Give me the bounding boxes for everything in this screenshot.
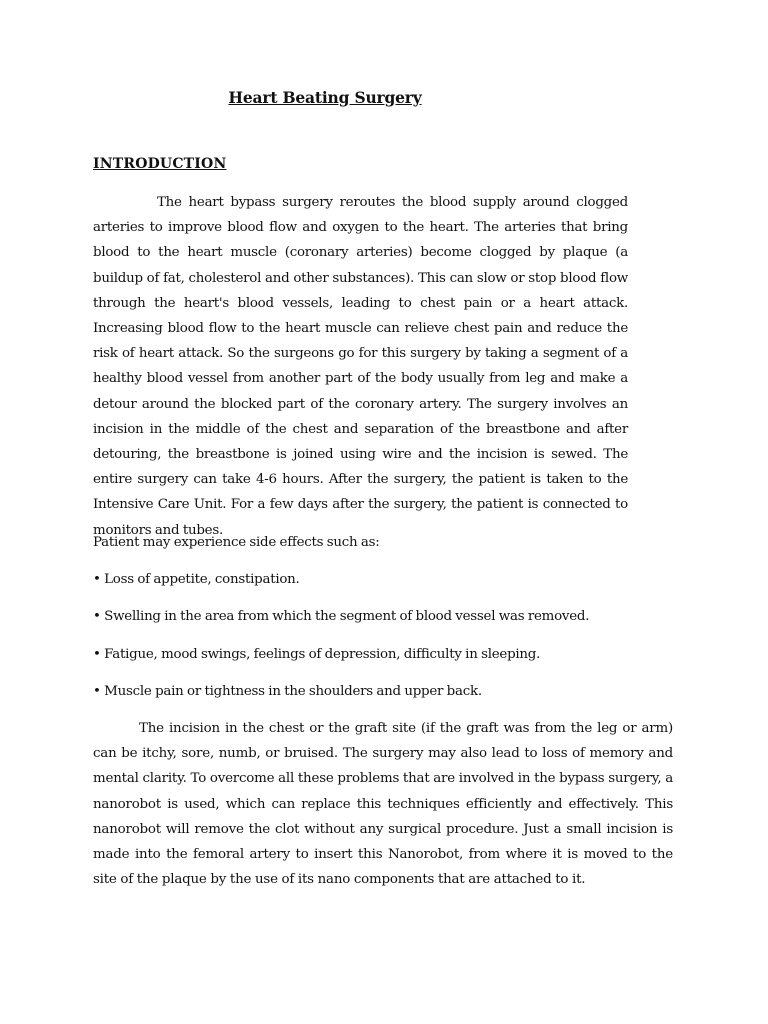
side-effects-intro: Patient may experience side effects such as:	[93, 535, 380, 550]
side-effect-item: • Loss of appetite, constipation.	[93, 572, 300, 587]
section-heading: INTRODUCTION	[93, 156, 227, 172]
intro-paragraph: The heart bypass surgery reroutes the blood supply around clogged arteries to improve blood flow and oxygen to the heart. The arteries that bring blood to the heart muscle (coronary arteries) become clogged by plaque (a buildup of fat, cholesterol and other substances). This can slow or stop blood flow through the heart's blood vessels, leading to chest pain or a heart attack. Increasing blood flow to the heart muscle can relieve chest pain and reduce the risk of heart attack. So the surgeons go for this surgery by taking a segment of a healthy blood vessel from another part of the body usually from leg and make a detour around the blocked part of the coronary artery. The surgery involves an incision in the middle of the chest and separation of the breastbone and after detouring, the breastbone is joined using wire and the incision is sewed. The entire surgery can take 4-6 hours. After the surgery, the patient is taken to the Intensive Care Unit. For a few days after the surgery, the patient is connected to monitors and tubes.	[93, 195, 628, 538]
document-title: Heart Beating Surgery	[228, 88, 422, 107]
side-effect-item: • Muscle pain or tightness in the shoulders and upper back.	[93, 684, 482, 699]
side-effect-item: • Swelling in the area from which the segment of blood vessel was removed.	[93, 609, 590, 624]
side-effect-item: • Fatigue, mood swings, feelings of depression, difficulty in sleeping.	[93, 647, 541, 662]
nanorobot-paragraph: The incision in the chest or the graft site (if the graft was from the leg or arm) can be itchy, sore, numb, or bruised. The surgery may also lead to loss of memory and mental clarity. To overcome all these problems that are involved in the bypass surgery, a nanorobot is used, which can replace this techniques efficiently and effectively. This nanorobot will remove the clot without any surgical procedure. Just a small incision is made into the femoral artery to insert this Nanorobot, from where it is moved to the site of the plaque by the use of its nano components that are attached to it.	[93, 721, 673, 888]
